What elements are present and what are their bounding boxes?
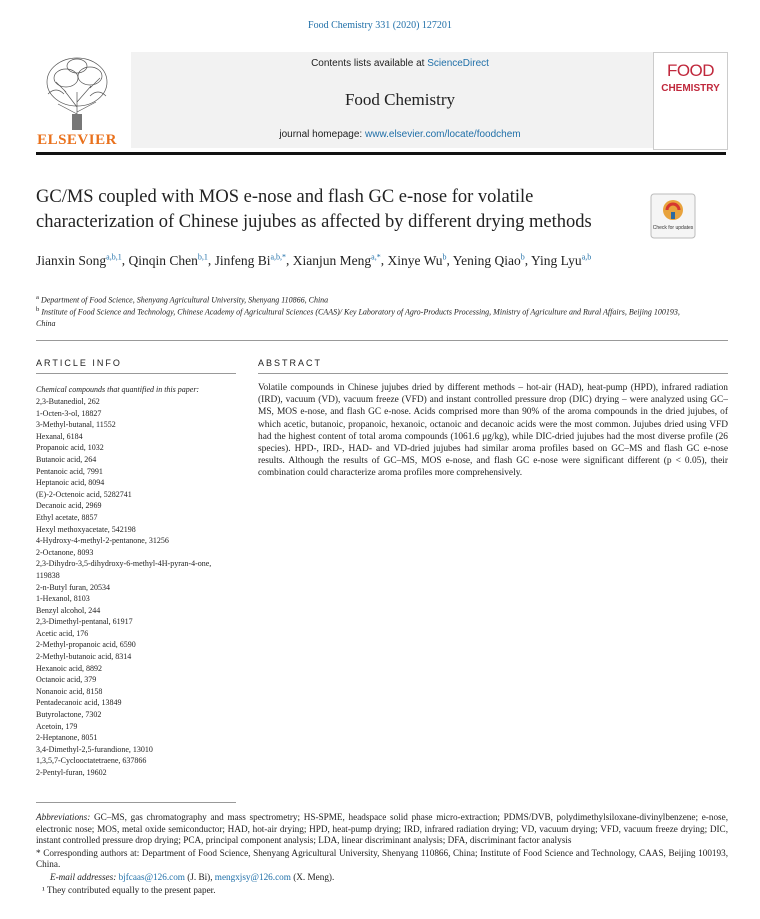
- journal-banner: [131, 52, 669, 148]
- author-affiliation-mark[interactable]: b: [442, 252, 447, 261]
- list-item: Hexyl methoxyacetate, 542198: [36, 524, 136, 534]
- homepage-line: journal homepage: www.elsevier.com/locate/foodchem: [279, 129, 521, 140]
- abstract-heading: ABSTRACT: [258, 358, 323, 368]
- footnotes: [36, 812, 728, 897]
- author[interactable]: Jinfeng $Bi^{a,b,*}$: [214, 252, 287, 268]
- author[interactable]: Yening Qiao$^b$: [452, 252, 525, 268]
- list-item: Hexanoic acid, 8892: [36, 663, 102, 673]
- email-link-bi[interactable]: bjfcaas@126.com: [118, 871, 185, 882]
- compound-list: [36, 396, 236, 779]
- list-item: Acetic acid, 176: [36, 628, 89, 638]
- list-item: Pentanoic acid, 7991: [36, 466, 103, 476]
- list-item: Benzyl alcohol, 244: [36, 605, 101, 615]
- cover-title-chemistry: CHEMISTRY: [661, 83, 720, 94]
- list-item: 2,3-Dihydro-3,5-dihydroxy-6-methyl-4H-pyran-4-one, 119838: [36, 559, 212, 580]
- contents-line: Contents lists available at ScienceDirect: [311, 58, 489, 69]
- affiliation-b: $^b$ Institute of Food Science and Technology, Chinese Academy of Agricultural Sciences (CAAS)/ Key Laboratory of Agro-Products Processing, Ministry of Agriculture and Rural Affairs, Beijing 100193, China: [36, 306, 680, 328]
- journal-name: Food Chemistry: [344, 90, 456, 109]
- list-item: 2-n-Butyl furan, 20534: [36, 582, 110, 592]
- header-rule: [36, 152, 726, 155]
- list-item: Propanoic acid, 1032: [36, 443, 104, 453]
- list-item: Pentadecanoic acid, 13849: [36, 698, 122, 708]
- list-item: Butanoic acid, 264: [36, 454, 97, 464]
- sciencedirect-link[interactable]: ScienceDirect: [427, 58, 489, 69]
- cover-title-food: FOOD: [666, 61, 715, 80]
- check-for-updates-label: Check for updates: [652, 225, 694, 231]
- article-title: GC/MS coupled with MOS e-nose and flash GC e-nose for volatile characterization of Chinese jujubes as affected by different drying methods: [36, 187, 592, 232]
- list-item: Hexanal, 6184: [36, 431, 83, 441]
- list-item: Acetoin, 179: [36, 721, 78, 731]
- abbreviations-note: Abbreviations: GC–MS, gas chromatography and mass spectrometry; HS-SPME, headspace solid phase micro-extraction; PDMS/DVB, polydimethylsiloxane-divinylbenzene; e-nose, electronic nose; MOS, metal oxide semiconductor; HAD, hot-air drying; HPD, heat-pump drying; IRD, infrared radiation drying; VD, vacuum drying; VFD, vacuum freeze drying; DIC, instant controlled pressure drop drying; PCA, principal component analysis; LDA, linear discriminant analysis; DFA, discriminant factor analysis: [36, 812, 728, 846]
- list-item: 2-Methyl-butanoic acid, 8314: [36, 652, 132, 662]
- list-item: Butyrolactone, 7302: [36, 710, 102, 720]
- list-item: Ethyl acetate, 8857: [36, 512, 98, 522]
- journal-header: [36, 52, 726, 152]
- email-link-meng[interactable]: mengxjsy@126.com: [214, 871, 291, 882]
- abstract-rule: [258, 373, 728, 374]
- affiliation-rule: [36, 340, 728, 341]
- author-affiliation-mark[interactable]: a,b: [581, 252, 592, 261]
- author[interactable]: Xianjun Meng$^{a,*}$: [292, 252, 381, 268]
- author[interactable]: Jianxin Song$^{a,b,1}$: [36, 252, 122, 268]
- author-affiliation-mark[interactable]: a,b,1: [106, 252, 122, 261]
- corresponding-note: * Corresponding authors at: Department of Food Science, Shenyang Agricultural University, Shenyang 110866, China; Institute of Food Science and Technology, CAAS, Beijing 100193, China.: [36, 847, 728, 870]
- author-affiliation-mark[interactable]: a,*: [371, 252, 381, 261]
- list-item: Octanoic acid, 379: [36, 675, 97, 685]
- list-item: 4-Hydroxy-4-methyl-2-pentanone, 31256: [36, 536, 169, 546]
- list-item: (E)-2-Octenoic acid, 5282741: [36, 489, 132, 499]
- author-affiliation-mark[interactable]: b: [520, 252, 525, 261]
- list-item: 2-Heptanone, 8051: [36, 733, 98, 743]
- list-item: 1-Octen-3-ol, 18827: [36, 408, 102, 418]
- list-item: 3-Methyl-butanal, 11552: [36, 420, 116, 430]
- list-item: 2-Methyl-propanoic acid, 6590: [36, 640, 136, 650]
- list-item: 2-Pentyl-furan, 19602: [36, 768, 107, 777]
- list-item: Decanoic acid, 2969: [36, 501, 102, 511]
- email-note: E-mail addresses: bjfcaas@126.com (J. Bi), mengxjsy@126.com (X. Meng).: [50, 871, 335, 882]
- list-item: Heptanoic acid, 8094: [36, 478, 105, 488]
- author[interactable]: Xinye Wu$^b$: [387, 252, 447, 268]
- footnote-rule: [36, 802, 236, 803]
- author-affiliation-mark[interactable]: a,b,*: [270, 252, 287, 261]
- list-item: 1-Hexanol, 8103: [36, 594, 90, 604]
- author[interactable]: Qinqin Chen$^{b,1}$: [128, 252, 208, 268]
- article-info-heading: ARTICLE INFO: [36, 358, 122, 368]
- check-for-updates-icon[interactable]: [650, 193, 696, 239]
- list-item: Nonanoic acid, 8158: [36, 686, 103, 696]
- list-item: 2,3-Butanediol, 262: [36, 397, 100, 406]
- author-affiliation-mark[interactable]: b,1: [197, 252, 208, 261]
- list-item: 1,3,5,7-Cyclooctatetraene, 637866: [36, 756, 147, 766]
- affiliation-a: $^a$ Department of Food Science, Shenyang Agricultural University, Shenyang 110866, China: [36, 294, 329, 305]
- elsevier-wordmark: ELSEVIER: [37, 132, 117, 148]
- author-list: Jianxin Song$^{a,b,1}$, Qinqin Chen$^{b,1}$, Jinfeng $Bi^{a,b,*}$, Xianjun Meng$^{a,*}$, Xinye Wu$^b$, Yening Qiao$^b$, Ying Lyu$^{a,b}$: [36, 252, 592, 268]
- homepage-link[interactable]: www.elsevier.com/locate/foodchem: [365, 129, 521, 140]
- abstract-text: Volatile compounds in Chinese jujubes dried by different methods – hot-air (HAD), heat-pump (HPD), infrared radiation (IRD), vacuum (VD), vacuum freeze (VFD) and instant controlled pressure drop (DIC) drying – were analyzed using GC–MS, MOS e-nose, and flash GC e-nose. Acids comprised more than 90% of the aroma compounds in the dried jujubes, of which acetic, butanoic, propanoic, hexanoic, octanoic and decanoic acids were the most common. Jujubes dried using VFD had the highest content of total aroma compounds (1061.6 μg/kg), while DIC-dried jujubes had the most diverse profile (26 species). HPD-, IRD-, HAD- and VD-dried jujubes had similar aroma profiles based on GC–MS and flash GC e-nose results. Although the results of GC–MS, MOS e-nose, and flash GC e-nose were significant different (p < 0.05), their combination could characterize aroma profiles more comprehensively.: [258, 383, 728, 479]
- article-info-rule: [36, 373, 236, 374]
- list-item: 2-Octanone, 8093: [36, 547, 94, 557]
- journal-citation[interactable]: Food Chemistry 331 (2020) 127201: [308, 20, 452, 31]
- compounds-subheading: Chemical compounds that quantified in this paper:: [36, 385, 200, 394]
- journal-cover: [653, 52, 728, 150]
- list-item: 3,4-Dimethyl-2,5-furandione, 13010: [36, 744, 153, 754]
- author[interactable]: Ying Lyu$^{a,b}$: [531, 252, 592, 268]
- list-item: 2,3-Dimethyl-pentanal, 61917: [36, 617, 133, 627]
- equal-contribution-note: ¹ They contributed equally to the present paper.: [42, 884, 216, 895]
